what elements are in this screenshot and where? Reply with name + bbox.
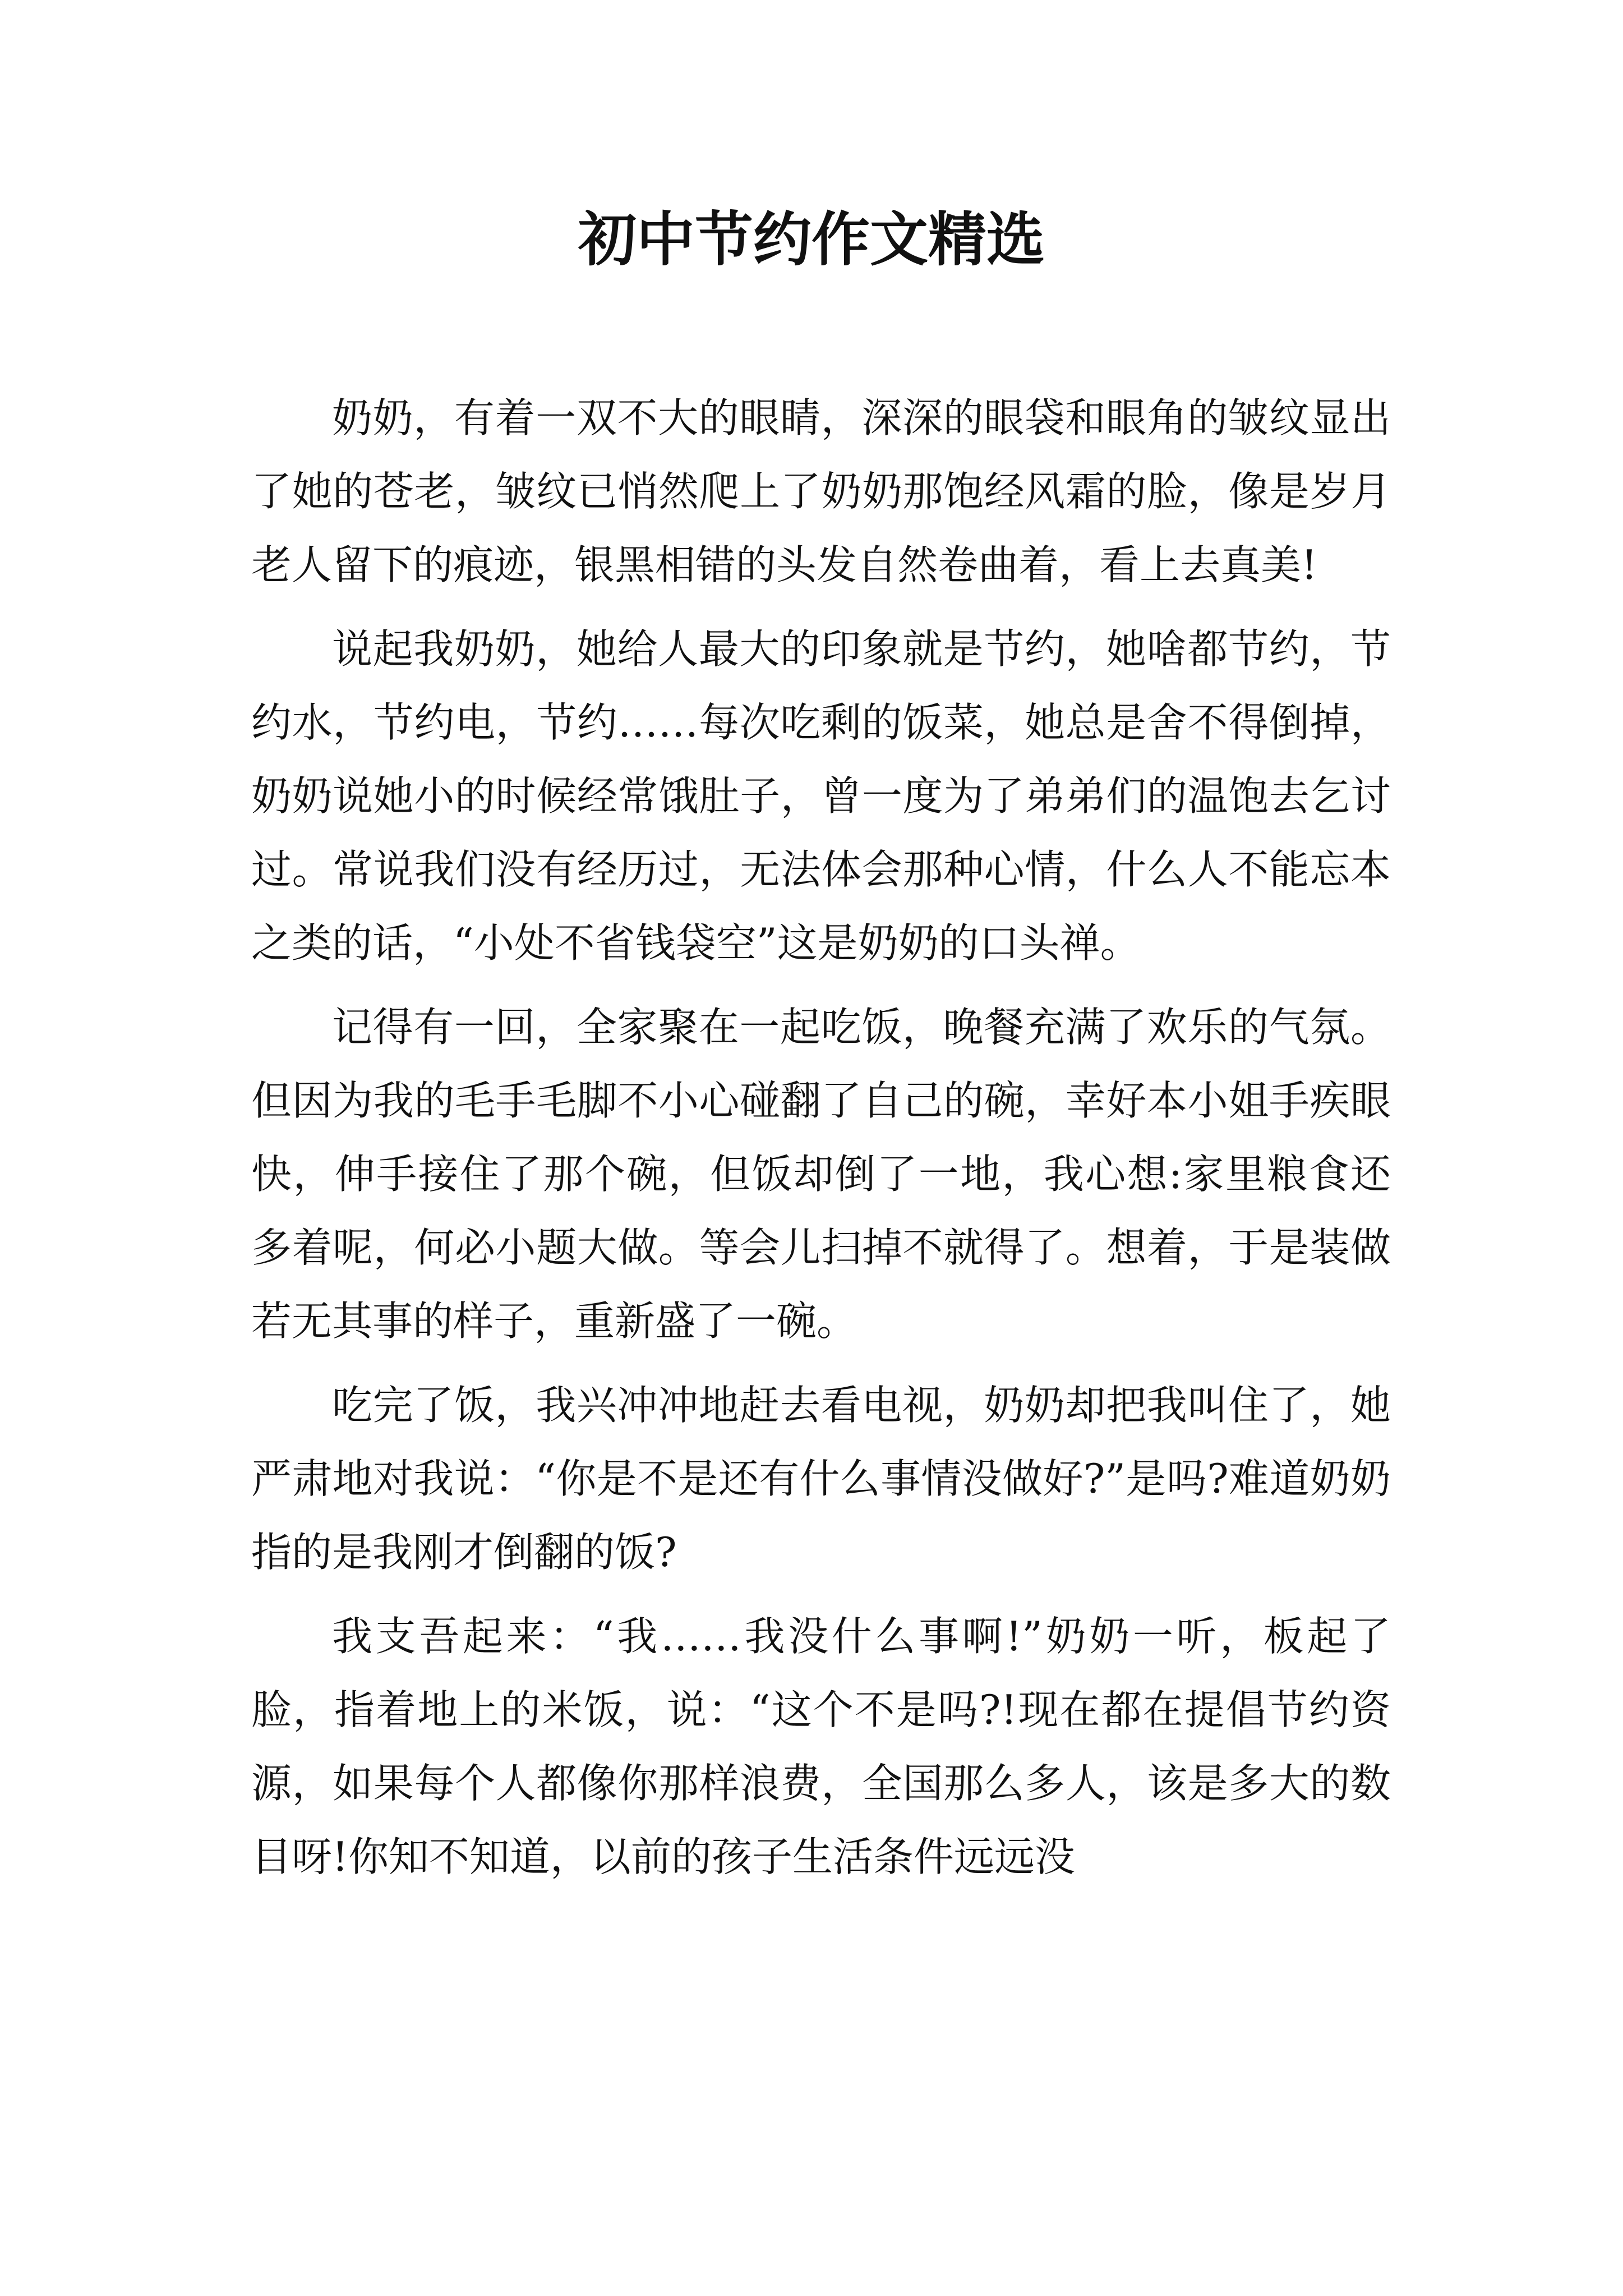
document-title: 初中节约作文精选 — [578, 205, 1045, 274]
document-body — [251, 381, 1391, 1904]
paragraph: 吃完了饭，我兴冲冲地赶去看电视，奶奶却把我叫住了，她严肃地对我说：“你是不是还有什么事情没做好?”是吗?难道奶奶指的是我刚才倒翻的饭? — [251, 1382, 1391, 1576]
paragraph: 说起我奶奶，她给人最大的印象就是节约，她啥都节约，节约水，节约电，节约……每次吃剩的饭菜，她总是舍不得倒掉，奶奶说她小的时候经常饿肚子，曾一度为了弟弟们的温饱去乞讨过。常说我们没有经历过，无法体会那种心情，什么人不能忘本之类的话，“小处不省钱袋空”这是奶奶的口头禅。 — [251, 625, 1391, 967]
paragraph: 记得有一回，全家聚在一起吃饭，晚餐充满了欢乐的气氛。但因为我的毛手毛脚不小心碰翻了自己的碗，幸好本小姐手疾眼快，伸手接住了那个碗，但饭却倒了一地，我心想:家里粮食还多着呢，何必小题大做。等会儿扫掉不就得了。想着，于是装做若无其事的样子，重新盛了一碗。 — [251, 1004, 1391, 1345]
paragraph: 奶奶，有着一双不大的眼睛，深深的眼袋和眼角的皱纹显出了她的苍老，皱纹已悄然爬上了奶奶那饱经风霜的脸，像是岁月老人留下的痕迹，银黑相错的头发自然卷曲着，看上去真美! — [251, 394, 1391, 588]
paragraph: 我支吾起来：“我……我没什么事啊!”奶奶一听，板起了脸，指着地上的米饭，说：“这个不是吗?!现在都在提倡节约资源，如果每个人都像你那样浪费，全国那么多人，该是多大的数目呀!你知不知道，以前的孩子生活条件远远没 — [251, 1613, 1391, 1880]
